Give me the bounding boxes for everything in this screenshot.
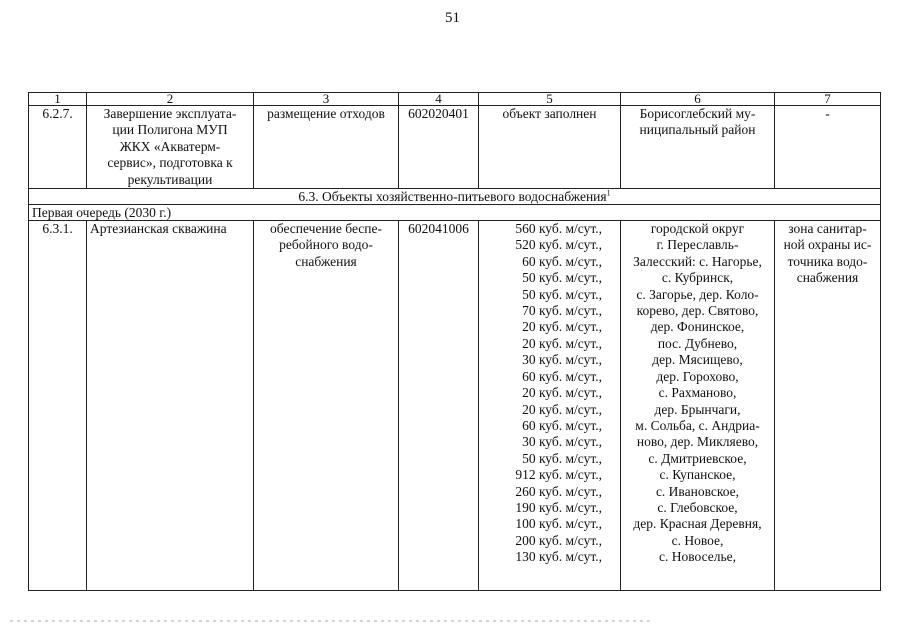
capacity-line: 50 куб. м/сут., xyxy=(522,270,602,286)
location-line: дер. Мясищево, xyxy=(652,352,743,368)
location-line: ново, дер. Микляево, xyxy=(636,434,759,450)
capacity-line: 50 куб. м/сут., xyxy=(522,286,602,302)
objects-table xyxy=(28,92,881,591)
object-code: 602041006 xyxy=(399,221,479,591)
column-number: 1 xyxy=(29,93,87,106)
location-line: дер. Фонинское, xyxy=(650,319,745,335)
capacity-list xyxy=(479,221,621,591)
capacity-line: 20 куб. м/сут., xyxy=(522,385,602,401)
capacity-line: 50 куб. м/сут., xyxy=(522,450,602,466)
location-line: с. Рахманово, xyxy=(658,385,737,401)
column-number: 4 xyxy=(399,93,479,106)
location-line: м. Сольба, с. Андриа- xyxy=(635,417,760,433)
purpose-line: снабжения xyxy=(295,253,357,269)
location-line: дер. Горохово, xyxy=(656,368,739,384)
capacity-line: 130 куб. м/сут., xyxy=(515,549,602,565)
location-line: Борисоглебский му- xyxy=(639,106,756,121)
column-number: 2 xyxy=(87,93,254,106)
capacity-line: 30 куб. м/сут., xyxy=(522,352,602,368)
location-line: с. Глебовское, xyxy=(657,499,738,515)
column-numbers-row xyxy=(29,93,881,106)
object-zone: - xyxy=(775,106,881,189)
capacity-line: 60 куб. м/сут., xyxy=(522,417,602,433)
capacity-line: 912 куб. м/сут., xyxy=(515,467,602,483)
capacity-line: 60 куб. м/сут., xyxy=(522,368,602,384)
object-location xyxy=(621,106,775,189)
capacity-line: 20 куб. м/сут., xyxy=(522,319,602,335)
capacity-line: 560 куб. м/сут., xyxy=(515,221,602,237)
location-line: с. Кубринск, xyxy=(661,270,734,286)
location-line: с. Новое, xyxy=(671,532,724,548)
location-line: с. Загорье, дер. Коло- xyxy=(636,286,759,302)
object-name: Артезианская скважина xyxy=(87,221,254,591)
location-line: с. Дмитриевское, xyxy=(648,450,747,466)
zone-line: ной охраны ис- xyxy=(783,237,872,253)
capacity-line: 20 куб. м/сут., xyxy=(522,335,602,351)
object-name xyxy=(87,106,254,189)
capacity-line: 20 куб. м/сут., xyxy=(522,401,602,417)
purpose-line: ребойного водо- xyxy=(279,237,373,253)
scan-artifact xyxy=(10,620,650,622)
location-line: корево, дер. Святово, xyxy=(636,303,759,319)
location-line: с. Купанское, xyxy=(659,467,736,483)
capacity-line: 260 куб. м/сут., xyxy=(515,483,602,499)
capacity-line: 100 куб. м/сут., xyxy=(515,516,602,532)
location-line: с. Новоселье, xyxy=(658,549,737,565)
zone-line: точника водо- xyxy=(787,253,868,269)
capacity-line: 30 куб. м/сут., xyxy=(522,434,602,450)
object-characteristic: объект заполнен xyxy=(479,106,621,189)
zone-line: зона санитар- xyxy=(788,221,867,237)
page-number: 51 xyxy=(445,10,460,26)
column-number: 7 xyxy=(775,93,881,106)
object-code: 602020401 xyxy=(399,106,479,189)
capacity-line: 60 куб. м/сут., xyxy=(522,253,602,269)
section-title-text: 6.3. Объекты хозяйственно-питьевого водоснабжения xyxy=(298,189,607,205)
section-row xyxy=(29,189,881,205)
location-line: пос. Дубнево, xyxy=(657,335,738,351)
column-number: 6 xyxy=(621,93,775,106)
object-zone xyxy=(775,221,881,591)
location-line: дер. Красная Деревня, xyxy=(633,516,762,532)
table-row-6-3-1 xyxy=(29,221,881,591)
zone-line: снабжения xyxy=(796,270,859,286)
section-title xyxy=(29,189,881,205)
location-line: Залесский: с. Нагорье, xyxy=(633,253,762,269)
column-number: 5 xyxy=(479,93,621,106)
object-name-line: рекультивации xyxy=(127,171,213,187)
table-row-6-2-7 xyxy=(29,106,881,189)
object-name-line: ЖКХ «Акватерм- xyxy=(119,138,221,154)
capacity-line: 200 куб. м/сут., xyxy=(515,532,602,548)
capacity-line: 190 куб. м/сут., xyxy=(515,499,602,515)
location-line: городской округ xyxy=(650,221,745,237)
queue-row xyxy=(29,205,881,221)
location-line: г. Переславль- xyxy=(656,237,739,253)
location-line: с. Ивановское, xyxy=(655,483,740,499)
queue-label: Первая очередь (2030 г.) xyxy=(29,205,881,221)
object-name-line: сервис», подготовка к xyxy=(107,155,233,171)
location-line: ниципальный район xyxy=(639,122,756,138)
purpose-line: обеспечение беспе- xyxy=(270,221,382,237)
object-name-line: Завершение эксплуата- xyxy=(103,106,237,121)
column-number: 3 xyxy=(254,93,399,106)
capacity-line: 70 куб. м/сут., xyxy=(522,303,602,319)
row-number: 6.3.1. xyxy=(29,221,87,591)
section-footnote: 1 xyxy=(606,188,611,198)
object-location xyxy=(621,221,775,591)
location-line: дер. Брынчаги, xyxy=(654,401,741,417)
capacity-line: 520 куб. м/сут., xyxy=(515,237,602,253)
row-number: 6.2.7. xyxy=(29,106,87,189)
object-purpose: размещение отходов xyxy=(254,106,399,189)
object-name-line: ции Полигона МУП xyxy=(112,122,228,138)
object-purpose xyxy=(254,221,399,591)
